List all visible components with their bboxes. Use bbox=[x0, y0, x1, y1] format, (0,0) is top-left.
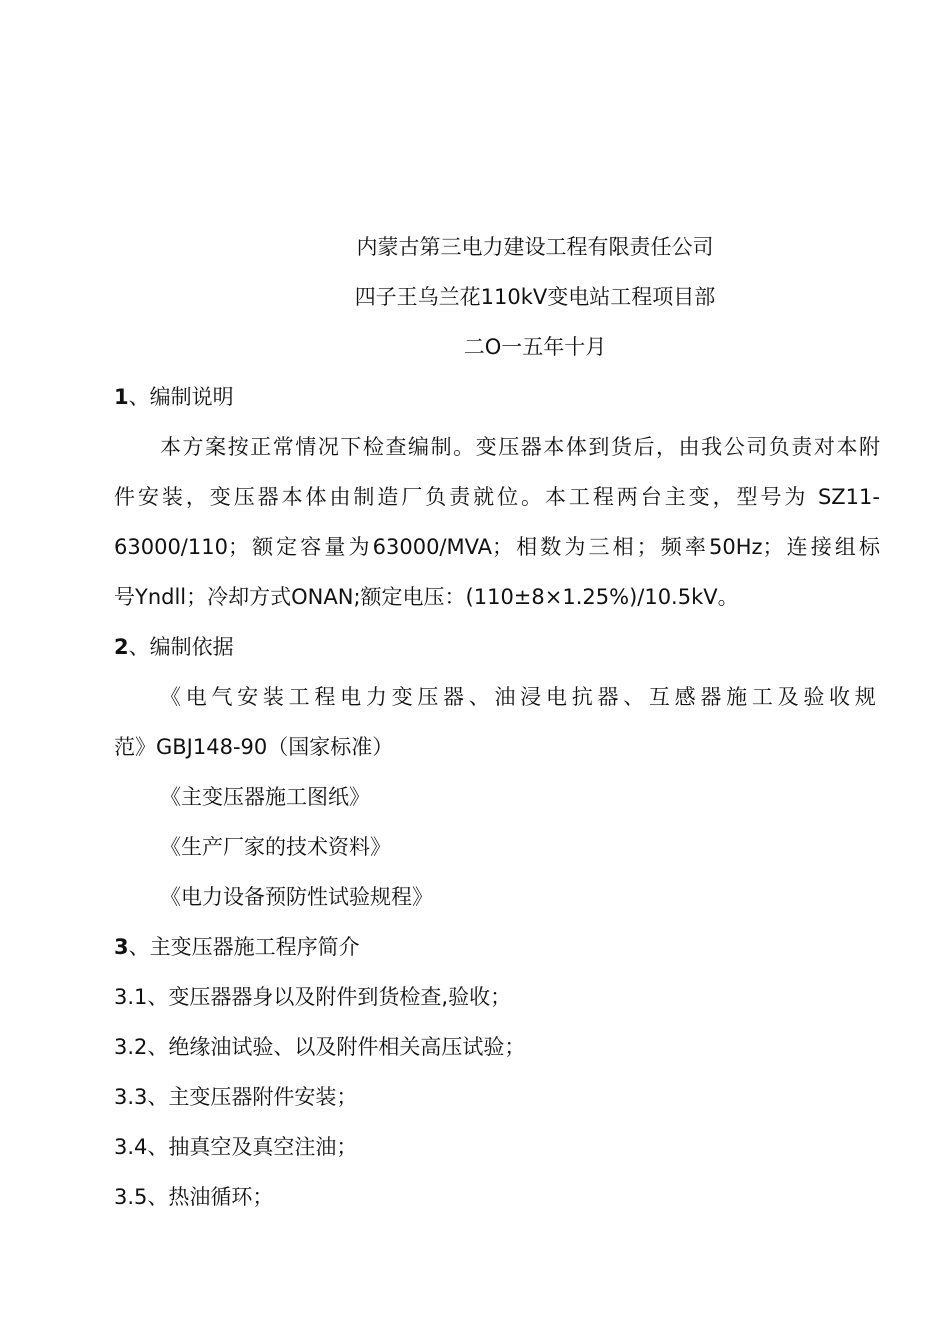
section-2-ref-3: 《生产厂家的技术资料》 bbox=[160, 835, 391, 859]
section-2-title: 、编制依据 bbox=[128, 635, 234, 659]
section-1-line-3: 63000/110；额定容量为63000/MVA；相数为三相；频率50Hz；连接组标 bbox=[114, 535, 880, 559]
section-1-heading bbox=[114, 382, 880, 412]
section-2-ref-1-cont: 范》GBJ148-90（国家标准） bbox=[114, 735, 394, 759]
section-2-ref-1: 《电气安装工程电力变压器、油浸电抗器、互感器施工及验收规 bbox=[160, 685, 880, 709]
section-3-step-3: 3.3、主变压器附件安装； bbox=[114, 1085, 358, 1109]
company-name: 内蒙古第三电力建设工程有限责任公司 bbox=[356, 235, 714, 259]
section-1-title: 、编制说明 bbox=[128, 385, 234, 409]
section-3-heading bbox=[114, 932, 880, 962]
section-1-number: 1 bbox=[114, 385, 129, 409]
section-1-line-4: 号Yndll；冷却方式ONAN;额定电压：(110±8×1.25%)/10.5kV。 bbox=[114, 585, 739, 609]
section-3-step-2: 3.2、绝缘油试验、以及附件相关高压试验； bbox=[114, 1035, 526, 1059]
section-3-step-5: 3.5、热油循环； bbox=[114, 1185, 274, 1209]
section-2-number: 2 bbox=[114, 635, 129, 659]
section-3-step-1: 3.1、变压器器身以及附件到货检查,验收； bbox=[114, 985, 512, 1009]
document-date: 二O一五年十月 bbox=[463, 335, 607, 359]
section-1-line-2: 件安装，变压器本体由制造厂负责就位。本工程两台主变，型号为 SZ11- bbox=[114, 485, 880, 509]
project-name: 四子王乌兰花110kV变电站工程项目部 bbox=[354, 285, 716, 309]
section-1-line-1: 本方案按正常情况下检查编制。变压器本体到货后，由我公司负责对本附 bbox=[160, 435, 880, 459]
section-2-ref-2: 《主变压器施工图纸》 bbox=[160, 785, 370, 809]
section-2-ref-4: 《电力设备预防性试验规程》 bbox=[160, 885, 433, 909]
section-3-step-4: 3.4、抽真空及真空注油； bbox=[114, 1135, 358, 1159]
section-3-title: 、主变压器施工程序简介 bbox=[128, 935, 360, 959]
section-3-number: 3 bbox=[114, 935, 129, 959]
section-2-heading bbox=[114, 632, 880, 662]
